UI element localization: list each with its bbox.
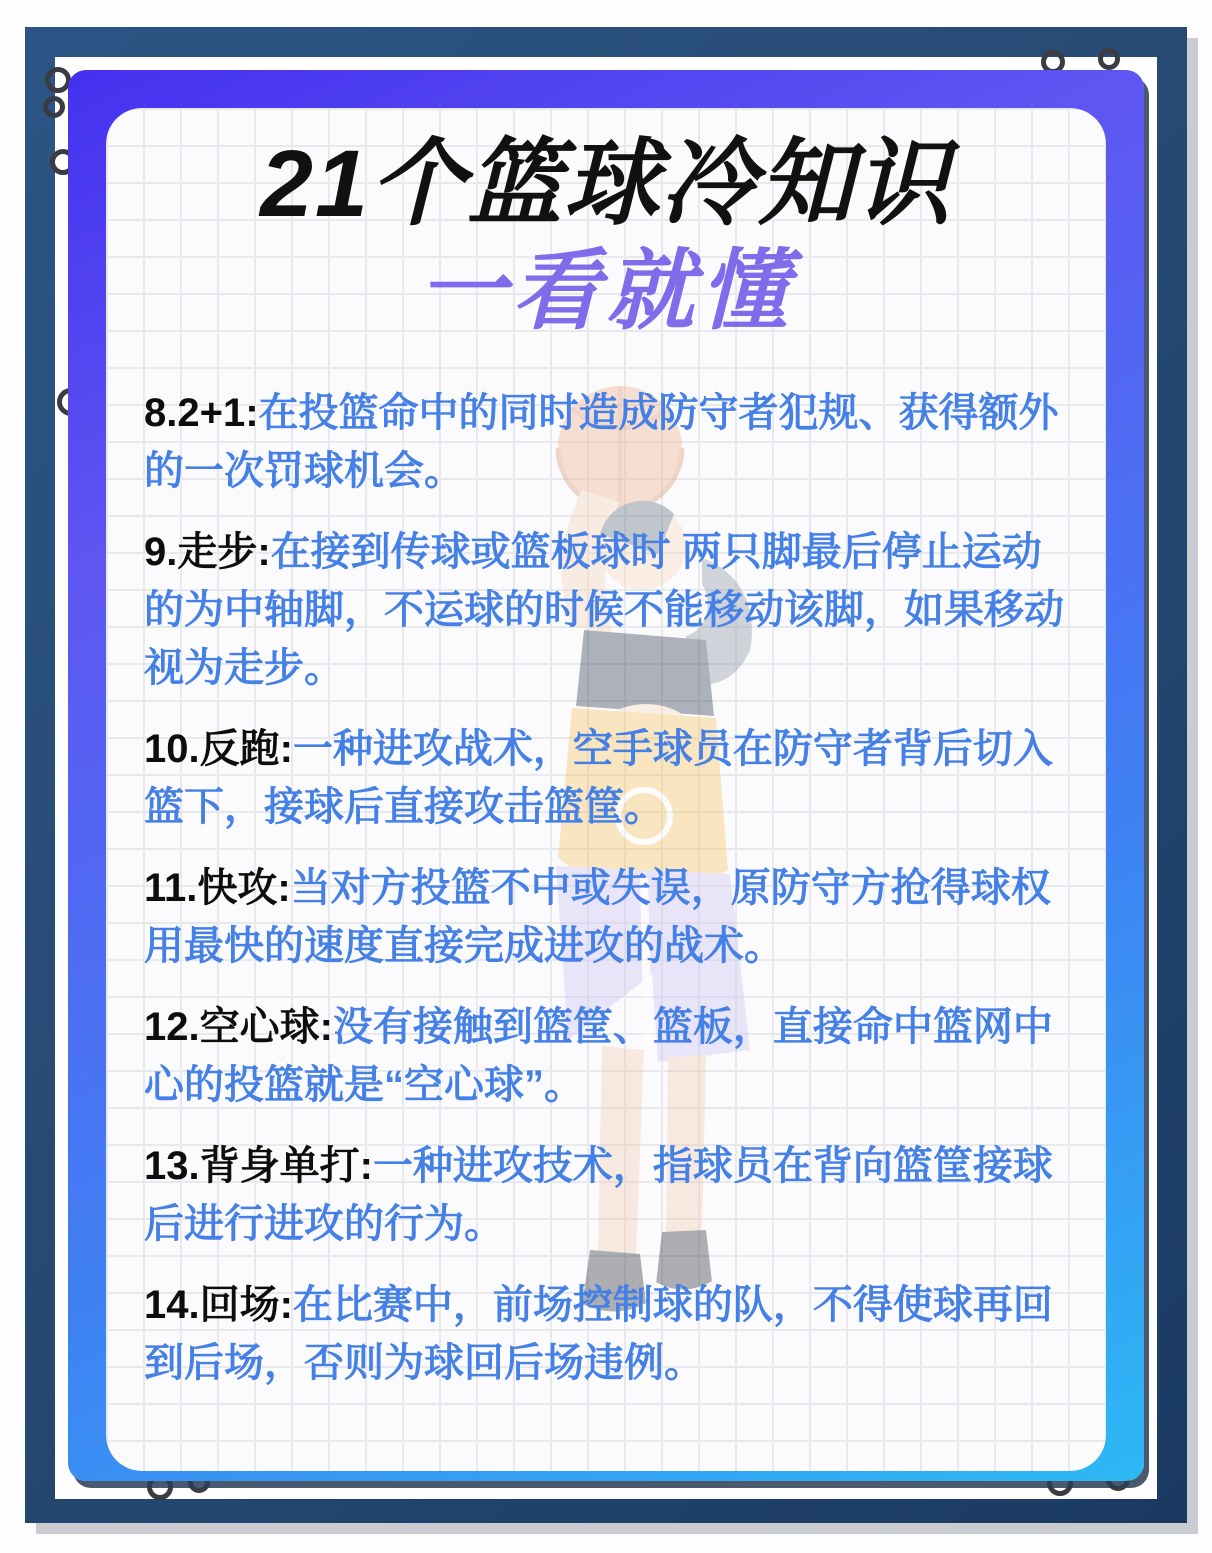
ring-decoration (43, 96, 65, 118)
list-item (144, 523, 1068, 697)
glossary-list (106, 342, 1106, 1392)
item-label: 8.2+1: (144, 391, 259, 435)
item-text: 没有接触到篮筐、篮板，直接命中篮网中心的投篮就是“空心球”。 (144, 1005, 1053, 1107)
item-label: 12.空心球: (144, 1005, 333, 1049)
item-text: 在投篮命中的同时造成防守者犯规、获得额外的一次罚球机会。 (144, 391, 1059, 493)
item-label: 14.回场: (144, 1283, 293, 1327)
page-title: 21个篮球冷知识 (260, 131, 952, 237)
list-item (144, 1137, 1068, 1253)
list-item (144, 1276, 1068, 1392)
item-label: 13.背身单打: (144, 1144, 373, 1188)
content-card (106, 108, 1106, 1471)
list-item (144, 998, 1068, 1114)
item-text: 在接到传球或篮板球时 两只脚最后停止运动的为中轴脚，不运球的时候不能移动该脚，如果移动视为走步。 (144, 530, 1064, 690)
item-text: 一种进攻战术，空手球员在防守者背后切入篮下，接球后直接攻击篮筐。 (144, 727, 1053, 829)
ring-decoration (1098, 48, 1120, 70)
list-item (144, 384, 1068, 500)
list-item (144, 720, 1068, 836)
page-subtitle: 一看就懂 (417, 241, 794, 340)
item-label: 10.反跑: (144, 727, 293, 771)
heading-block (106, 108, 1106, 342)
item-label: 11.快攻: (144, 866, 291, 910)
item-text: 当对方投篮不中或失误，原防守方抢得球权用最快的速度直接完成进攻的战术。 (144, 866, 1051, 968)
item-label: 9.走步: (144, 530, 271, 574)
item-text: 一种进攻技术，指球员在背向篮筐接球后进行进攻的行为。 (144, 1144, 1053, 1246)
item-text: 在比赛中，前场控制球的队，不得使球再回到后场，否则为球回后场违例。 (144, 1283, 1053, 1385)
list-item (144, 859, 1068, 975)
